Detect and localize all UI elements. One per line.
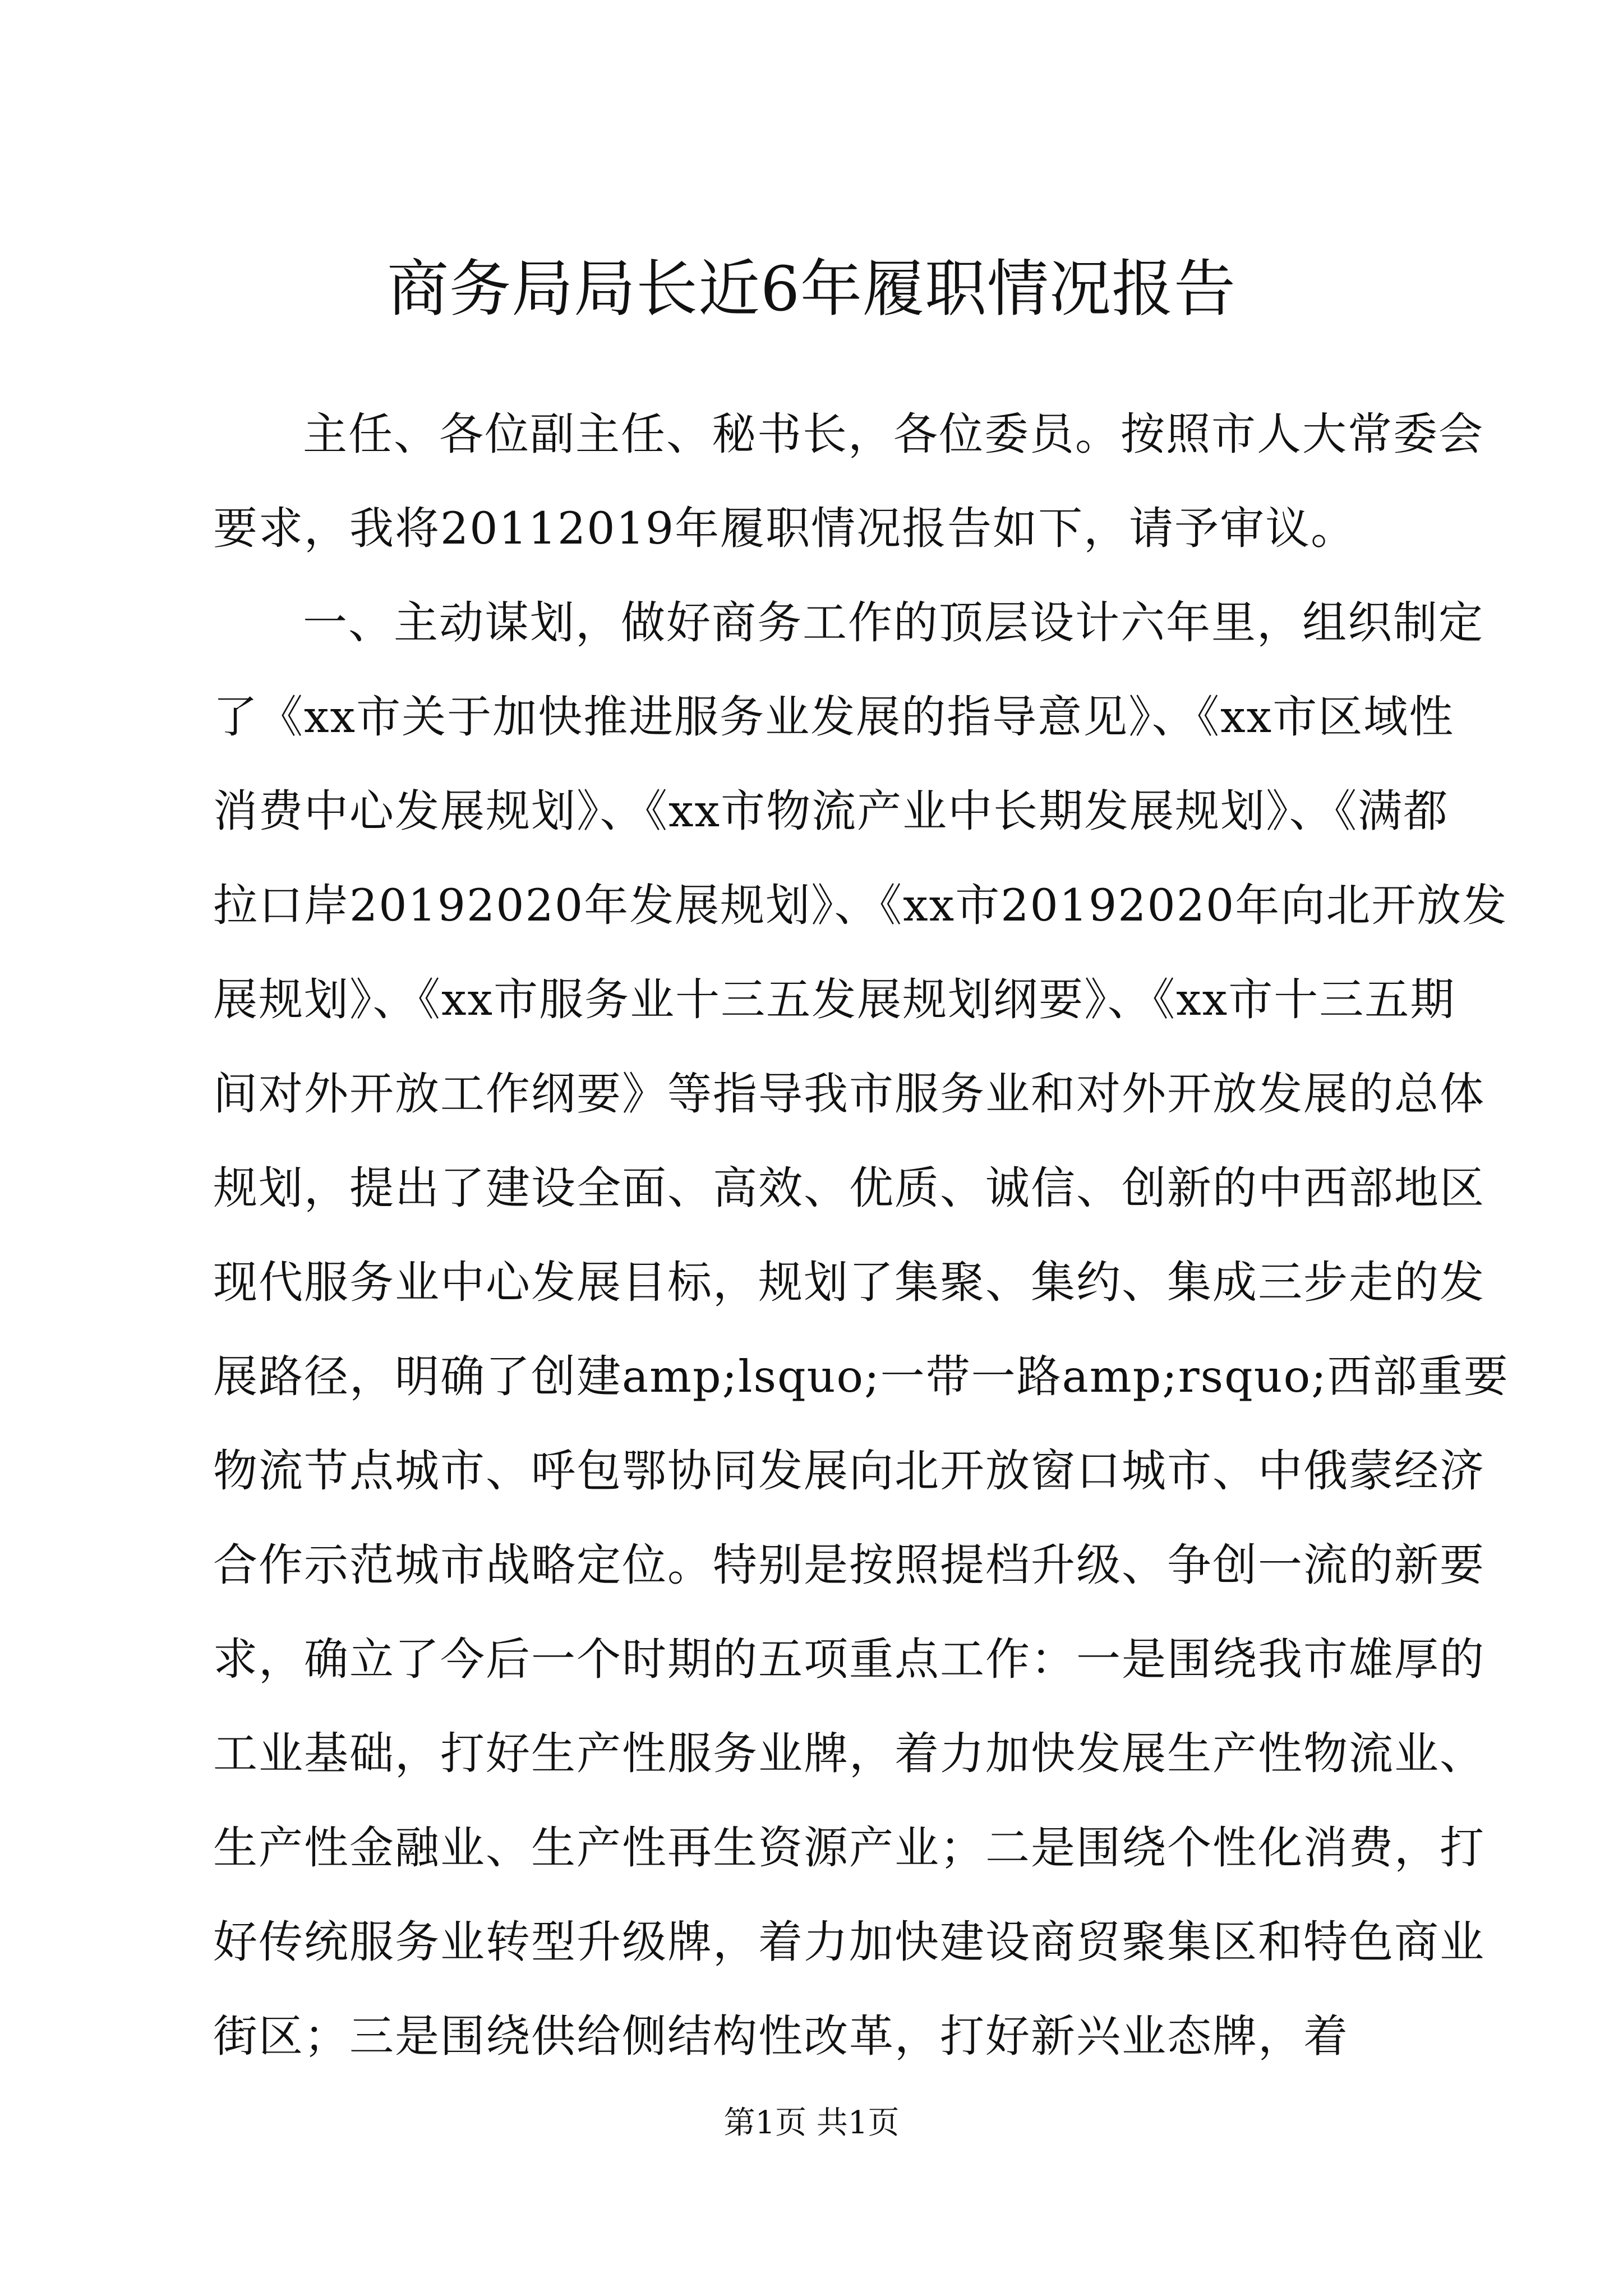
paragraph-line: 一、主动谋划，做好商务工作的顶层设计六年里，组织制定	[303, 597, 1484, 648]
document-body	[213, 387, 1509, 2083]
document-title: 商务局局长近6年履职情况报告	[387, 253, 1236, 325]
paragraph-line: 拉口岸20192020年发展规划》、《xx市20192020年向北开放发	[213, 880, 1508, 931]
paragraph-line: 生产性金融业、生产性再生资源产业；二是围绕个性化消费，打	[213, 1822, 1485, 1874]
paragraph-line: 街区；三是围绕供给侧结构性改革，打好新兴业态牌，着	[213, 2010, 1349, 2062]
paragraph-line: 求，确立了今后一个时期的五项重点工作：一是围绕我市雄厚的	[213, 1634, 1485, 1685]
paragraph-line: 消费中心发展规划》、《xx市物流产业中长期发展规划》、《满都	[213, 785, 1449, 837]
paragraph-line: 工业基础，打好生产性服务业牌，着力加快发展生产性物流业、	[213, 1728, 1485, 1779]
paragraph-line: 展规划》、《xx市服务业十三五发展规划纲要》、《xx市十三五期	[213, 974, 1456, 1025]
paragraph-line: 好传统服务业转型升级牌，着力加快建设商贸聚集区和特色商业	[213, 1916, 1485, 1968]
paragraph-line: 主任、各位副主任、秘书长，各位委员。按照市人大常委会	[303, 408, 1484, 460]
paragraph-line: 展路径，明确了创建amp;lsquo;一带一路amp;rsquo;西部重要	[213, 1351, 1509, 1402]
paragraph-line: 要求，我将20112019年履职情况报告如下，请予审议。	[213, 503, 1357, 554]
paragraph-line: 合作示范城市战略定位。特别是按照提档升级、争创一流的新要	[213, 1539, 1485, 1591]
paragraph-line: 规划，提出了建设全面、高效、优质、诚信、创新的中西部地区	[213, 1162, 1485, 1214]
page-number: 第1页 共1页	[723, 2105, 900, 2141]
paragraph-line: 物流节点城市、呼包鄂协同发展向北开放窗口城市、中俄蒙经济	[213, 1445, 1485, 1497]
paragraph-line: 间对外开放工作纲要》等指导我市服务业和对外开放发展的总体	[213, 1068, 1485, 1120]
paragraph-line: 了《xx市关于加快推进服务业发展的指导意见》、《xx市区域性	[213, 691, 1455, 743]
paragraph-line: 现代服务业中心发展目标，规划了集聚、集约、集成三步走的发	[213, 1257, 1485, 1308]
